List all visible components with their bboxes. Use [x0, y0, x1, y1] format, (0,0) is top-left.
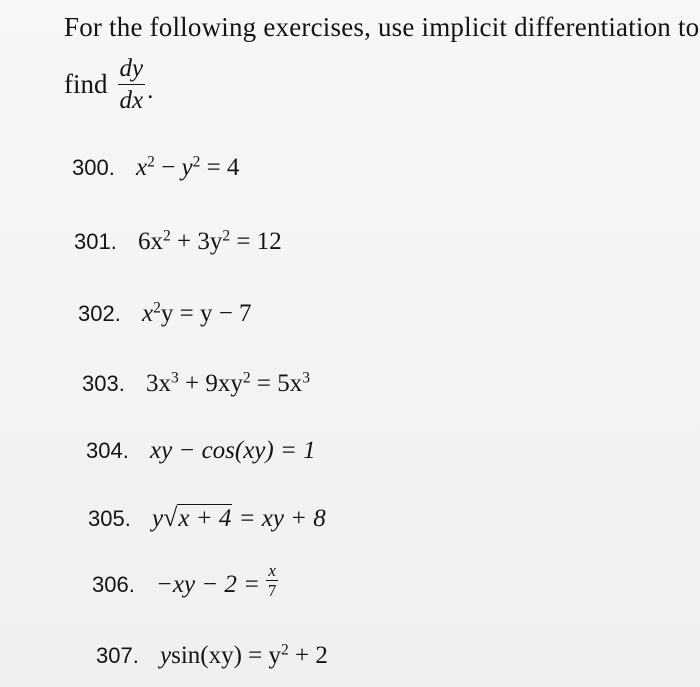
- eq-part: y: [160, 642, 172, 669]
- eq-exponent: 2: [192, 153, 201, 171]
- equation: [160, 642, 328, 670]
- eq-part: x: [142, 300, 154, 327]
- eq-part: = xy + 8: [232, 505, 326, 532]
- equation: [152, 503, 326, 533]
- eq-exponent: 2: [163, 227, 171, 245]
- square-root: [163, 503, 232, 533]
- exercise-306: [92, 561, 278, 605]
- derivative-numerator: dy: [118, 56, 146, 85]
- eq-exponent: 2: [242, 369, 251, 387]
- eq-part: x: [136, 154, 148, 181]
- exercise-300: [72, 154, 239, 182]
- exercise-305: [88, 503, 326, 533]
- eq-exponent: 2: [281, 641, 289, 659]
- eq-part: = 5x: [250, 370, 303, 397]
- derivative-denominator: dx: [119, 87, 144, 114]
- exercise-number: 302.: [78, 301, 121, 326]
- small-fraction: [266, 562, 278, 599]
- instructions-heading: For the following exercises, use implicit differentiation to: [64, 12, 700, 42]
- equation: [156, 561, 278, 605]
- eq-part: + 2: [288, 642, 328, 669]
- eq-part: sin(xy) = y: [171, 642, 282, 669]
- find-word: find: [64, 69, 108, 99]
- eq-part: = 12: [230, 228, 282, 255]
- eq-part: −xy − 2 =: [156, 571, 267, 599]
- eq-exponent: 2: [153, 299, 161, 317]
- find-derivative-line: [64, 56, 153, 113]
- eq-part: y: [152, 505, 164, 532]
- derivative-period: .: [147, 77, 154, 104]
- eq-part: xy − cos(xy) = 1: [150, 437, 316, 464]
- exercise-304: [86, 437, 316, 465]
- exercise-number: 303.: [82, 371, 125, 396]
- eq-part: + 3y: [170, 228, 223, 255]
- eq-part: y = y − 7: [160, 300, 252, 327]
- derivative-fraction: [118, 56, 146, 113]
- exercise-number: 300.: [72, 155, 115, 180]
- equation: [150, 437, 316, 465]
- eq-part: y: [181, 154, 193, 181]
- eq-part: + 9xy: [178, 370, 243, 397]
- radicand: x + 4: [178, 505, 232, 532]
- equation: [138, 228, 282, 256]
- eq-part: = 4: [200, 154, 240, 181]
- eq-part: 6x: [138, 228, 163, 255]
- exercise-number: 304.: [86, 438, 129, 463]
- equation: [136, 154, 239, 182]
- exercise-303: [82, 370, 310, 398]
- eq-part: −: [154, 154, 182, 181]
- radical-sign: √: [163, 503, 178, 532]
- equation: [142, 300, 252, 328]
- fraction-numerator: x: [268, 561, 276, 580]
- eq-exponent: 2: [222, 227, 231, 245]
- exercise-number: 305.: [88, 506, 131, 531]
- equation: [146, 370, 310, 398]
- exercise-number: 301.: [74, 229, 117, 254]
- exercise-number: 306.: [92, 572, 135, 598]
- exercise-302: [78, 300, 252, 328]
- fraction-denominator: 7: [267, 581, 277, 600]
- eq-part: 3x: [146, 370, 171, 397]
- exercise-307: [96, 642, 328, 670]
- exercise-301: [74, 228, 282, 256]
- eq-exponent: 3: [171, 369, 179, 387]
- exercise-number: 307.: [96, 643, 139, 668]
- eq-exponent: 3: [302, 369, 310, 387]
- eq-exponent: 2: [147, 153, 155, 171]
